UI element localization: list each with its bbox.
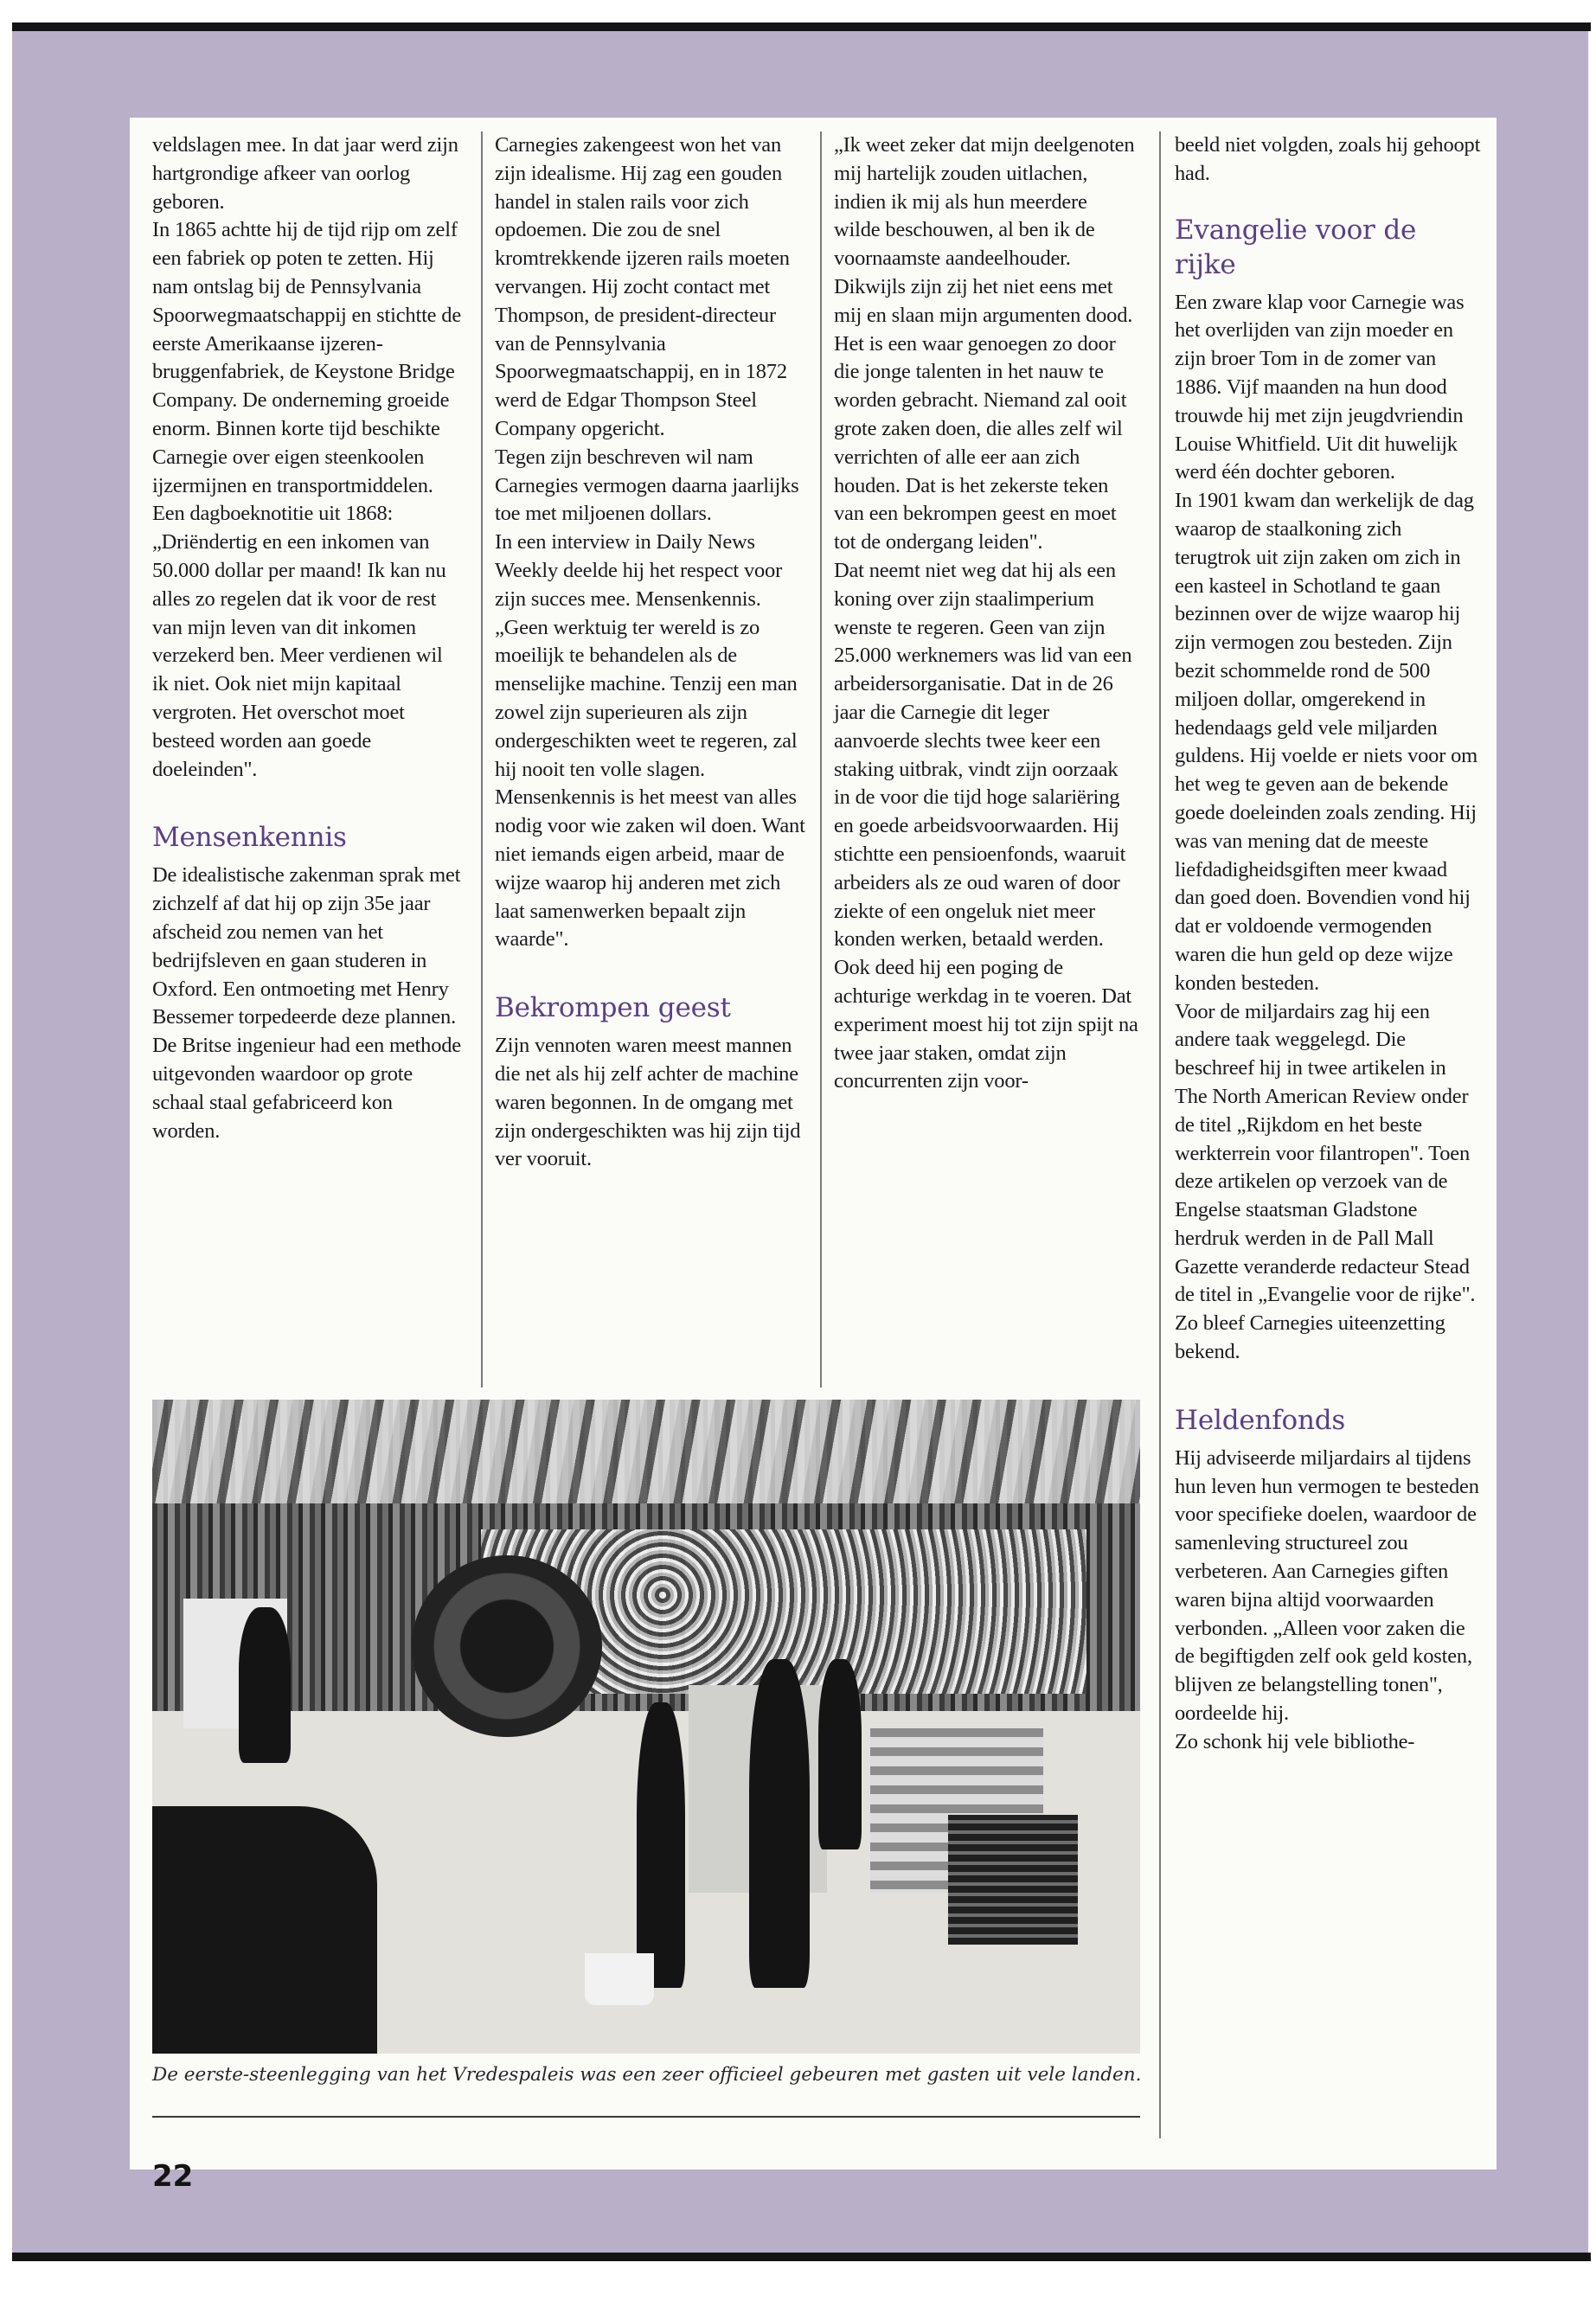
photo-figure-lady bbox=[637, 1702, 685, 1988]
col3-paragraph-1: „Ik weet zeker dat mijn deelgenoten mij hartelijk zouden uitlachen, indien ik mij als hun meerdere wilde beschouwen, al ben ik de voornaamste aandeelhouder. bbox=[834, 133, 1135, 271]
page-number: 22 bbox=[152, 2159, 194, 2194]
col1-paragraph-4: De idealistische zakenman sprak met zichzelf af dat hij op zijn 35e jaar afscheid zou nemen van het bedrijfsleven en gaan studeren in Oxford. Een ontmoeting met Henry Bessemer torpedeerde deze plannen. De Britse ingenieur had een methode uitgevonden waardoor op grote schaal staal gefabriceerd kon worden. bbox=[152, 863, 461, 1143]
heading-bekrompen-geest: Bekrompen geest bbox=[495, 992, 731, 1024]
col3-paragraph-2: Dikwijls zijn zij het niet eens met mij en slaan mijn argumenten dood. Het is een waar genoegen zo door die jonge talenten in het nauw te worden gebracht. Niemand zal ooit grote zaken doen, die alles zelf wil verrichten of alle eer aan zich houden. Dat is het zekerste teken van een bekrompen geest en moet tot de ondergang leiden". bbox=[834, 274, 1133, 554]
column-rule-2 bbox=[820, 131, 822, 1388]
col4-paragraph-4: Voor de miljardairs zag hij een andere taak weggelegd. Die beschreef hij in twee artikelen in The North American Review onder de titel „Rijkdom en het beste werkterrein voor filantropen". Toen deze artikelen op verzoek van de Engelse staatsman Gladstone herdruk werden in de Pall Mall Gazette veranderde redacteur Stead de titel in „Evangelie voor de rijke". Zo bleef Carnegies uiteenzetting bekend. bbox=[1175, 999, 1476, 1364]
caption-rule bbox=[152, 2116, 1140, 2118]
photo-trees bbox=[152, 1400, 1140, 1503]
photo-foreground-figures bbox=[152, 1806, 377, 2054]
col1-paragraph-1: veldslagen mee. In dat jaar werd zijn hartgrondige afkeer van oorlog geboren. bbox=[152, 133, 458, 214]
scan-top-edge bbox=[12, 22, 1591, 31]
col2-paragraph-3: In een interview in Daily News Weekly deelde hij het respect voor zijn succes mee. Mensenkennis. bbox=[495, 530, 783, 611]
col4-paragraph-1: beeld niet volgden, zoals hij gehoopt had. bbox=[1175, 133, 1481, 185]
column-3 bbox=[834, 131, 1138, 1096]
column-2 bbox=[495, 131, 810, 1174]
ceremony-photo bbox=[152, 1400, 1140, 2054]
photo-planter bbox=[585, 1953, 654, 2005]
col4-paragraph-2: Een zware klap voor Carnegie was het overlijden van zijn moeder en zijn broer Tom in de zomer van 1886. Vijf maanden na hun dood trouwde hij met zijn jeugdvriendin Louise Whitfield. Uit dit huwelijk werd één dochter geboren. bbox=[1175, 290, 1465, 484]
photo-figure-speaker bbox=[239, 1607, 291, 1763]
col2-paragraph-5: Zijn vennoten waren meest mannen die net als hij zelf achter de machine waren begonnen. In de omgang met zijn ondergeschikten was hij zijn tijd ver vooruit. bbox=[495, 1034, 801, 1171]
col2-paragraph-2: Tegen zijn beschreven wil nam Carnegies vermogen daarna jaarlijks toe met miljoenen dollars. bbox=[495, 445, 799, 526]
heading-heldenfonds: Heldenfonds bbox=[1175, 1404, 1346, 1436]
scan-left-margin bbox=[0, 31, 12, 2256]
col3-paragraph-4: Ook deed hij een poging de achturige werkdag in te voeren. Dat experiment moest hij tot zijn spijt na twee jaar staken, omdat zijn concurrenten zijn voor- bbox=[834, 956, 1138, 1093]
col4-paragraph-6: Zo schonk hij vele bibliothe- bbox=[1175, 1729, 1415, 1753]
heading-mensenkennis: Mensenkennis bbox=[152, 822, 347, 854]
column-rule-3 bbox=[1159, 131, 1161, 2138]
photo-caption: De eerste-steenlegging van het Vredespaleis was een zeer officieel gebeuren met gasten uit vele landen. bbox=[152, 2064, 1142, 2086]
heading-evangelie-voor-de-rijke: Evangelie voor de rijke bbox=[1175, 214, 1417, 280]
photo-brick-wall bbox=[948, 1815, 1078, 1945]
col1-paragraph-2: In 1865 achtte hij de tijd rijp om zelf een fabriek op poten te zetten. Hij nam ontslag bij de Pennsylvania Spoorwegmaatschappij en stichtte de eerste Amerikaanse ijzeren-bruggenfabriek, de Keystone Bridge Company. De onderneming groeide enorm. Binnen korte tijd beschikte Carnegie over eigen steenkoolen ijzermijnen en transportmiddelen. bbox=[152, 218, 461, 497]
column-1 bbox=[152, 131, 464, 1145]
col2-paragraph-4: „Geen werktuig ter wereld is zo moeilijk te behandelen als de menselijke machine. Tenzij een man zowel zijn superieuren als zijn ondergeschikten weet te regeren, zal hij nooit ten volle slagen. Mensenkennis is het meest van alles nodig voor wie zaken wil doen. Want niet iemands eigen arbeid, maar de wijze waarop hij anderen met zich laat samenwerken bepaalt zijn waarde". bbox=[495, 615, 805, 952]
col4-paragraph-5: Hij adviseerde miljardairs al tijdens hun leven hun vermogen te besteden voor specifieke doelen, waardoor de samenleving structureel zou verbeteren. Aan Carnegies giften waren bijna altijd voorwaarden verbonden. „Alleen voor zaken die de begiftigden zelf ook geld kosten, blijven ze belangstelling tonen", oordeelde hij. bbox=[1175, 1445, 1479, 1726]
col1-paragraph-3: Een dagboeknotitie uit 1868: „Driëndertig en een inkomen van 50.000 dollar per maand! Ik kan nu alles zo regelen dat ik voor de rest van mijn leven van dit inkomen verzekerd ben. Meer verdienen wil ik niet. Ook niet mijn kapitaal vergroten. Het overschot moet besteed worden aan goede doeleinden". bbox=[152, 502, 446, 781]
photo-tree bbox=[412, 1555, 602, 1737]
photo-figure-guest bbox=[818, 1659, 862, 1849]
scan-bottom-edge bbox=[12, 2253, 1591, 2261]
col4-paragraph-3: In 1901 kwam dan werkelijk de dag waarop de staalkoning zich terugtrok uit zijn zaken om zich in een kasteel in Schotland te gaan bezinnen over de wijze waarop hij zijn vermogen zou besteden. Zijn bezit schommelde rond de 500 miljoen dollar, omgerekend in hedendaags geld vele miljarden guldens. Hij voelde er niets voor om het weg te geven aan de bekende goede doeleinden zoals zending. Hij was van mening dat de meeste liefdadigheidsgiften meer kwaad dan goed doen. Bovendien vond hij dat er voldoende vermogenden waren die hun geld op deze wijze konden besteden. bbox=[1175, 489, 1478, 995]
column-4 bbox=[1175, 131, 1481, 1757]
col3-paragraph-3: Dat neemt niet weg dat hij als een koning over zijn staalimperium wenste te regeren. Geen van zijn 25.000 werknemers was lid van een arbeidersorganisatie. Dat in de 26 jaar die Carnegie dit leger aanvoerde slechts twee keer een staking uitbrak, vindt zijn oorzaak in de voor die tijd hoge salariëring en goede arbeidsvoorwaarden. Hij stichtte een pensioenfonds, waaruit arbeiders als ze oud waren of door ziekte of een ongeluk niet meer konden werken, betaald werden. bbox=[834, 558, 1132, 952]
column-rule-1 bbox=[481, 131, 483, 1388]
col2-paragraph-1: Carnegies zakengeest won het van zijn idealisme. Hij zag een gouden handel in stalen rails voor zich opdoemen. Die zou de snel kromtrekkende ijzeren rails moeten vervangen. Hij zocht contact met Thompson, de president-directeur van de Pennsylvania Spoorwegmaatschappij, en in 1872 werd de Edgar Thompson Steel Company opgericht. bbox=[495, 133, 790, 440]
scan-bottom-margin bbox=[0, 2261, 1596, 2301]
photo-figure-gentleman bbox=[749, 1659, 810, 1988]
